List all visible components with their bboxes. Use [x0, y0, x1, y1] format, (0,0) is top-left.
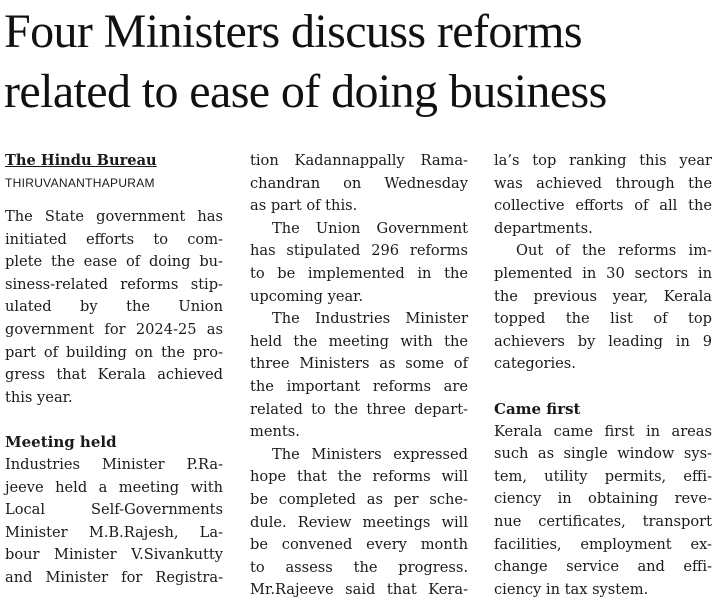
text-line: Mr.Rajeeve said that Kera- — [250, 581, 468, 599]
paragraph-union-reforms — [250, 218, 468, 308]
text-line: bour Minister V.Sivankutty — [5, 546, 223, 564]
text-line: as part of this. — [250, 197, 358, 215]
text-line: related to the three depart- — [250, 400, 468, 418]
text-line: hope that the reforms will — [250, 468, 468, 486]
text-line: tion Kadannappally Rama- — [250, 152, 468, 169]
text-line: held the meeting with the — [250, 332, 468, 350]
text-line: dule. Review meetings will — [250, 513, 468, 531]
text-line: such as single window sys- — [494, 445, 712, 463]
text-line: facilities, employment ex- — [494, 535, 712, 553]
text-line: Kerala came first in areas — [494, 422, 712, 440]
text-line: three Ministers as some of — [250, 355, 468, 373]
text-line: was achieved through the — [494, 174, 712, 192]
text-line: ulated by the Union — [5, 298, 223, 316]
paragraph-intro — [5, 206, 223, 409]
text-line: nue certificates, transport — [494, 512, 712, 530]
text-line: siness-related reforms stip- — [5, 275, 223, 293]
text-line: topped the list of top — [494, 310, 712, 328]
text-line: The Union Government — [272, 219, 468, 237]
text-line: plemented in 30 sectors in — [494, 264, 712, 282]
text-line: has stipulated 296 reforms — [250, 242, 468, 260]
text-line: plete the ease of doing bu- — [5, 253, 223, 271]
text-line: achievers by leading in 9 — [494, 332, 712, 350]
text-line: ciency in obtaining reve- — [494, 490, 712, 508]
text-line: to be implemented in the — [250, 264, 468, 282]
text-line: Out of the reforms im- — [516, 242, 712, 260]
text-line: gress that Kerala achieved — [5, 366, 223, 384]
text-line: initiated efforts to com- — [5, 230, 223, 248]
text-line: departments. — [494, 219, 593, 237]
text-line: be completed as per sche- — [250, 490, 468, 508]
text-line: The State government has — [5, 208, 223, 225]
text-line: jeeve held a meeting with — [5, 478, 223, 496]
text-line: Industries Minister P.Ra- — [5, 455, 223, 473]
text-line: the important reforms are — [250, 377, 468, 395]
subheading-came-first: Came first — [494, 399, 581, 418]
text-line: ciency in tax system. — [494, 580, 649, 598]
text-line: Minister M.B.Rajesh, La- — [5, 523, 223, 541]
text-line: ments. — [250, 423, 300, 441]
headline-line-2: related to ease of doing business — [4, 65, 607, 118]
text-line: collective efforts of all the — [494, 197, 712, 215]
paragraph-ministers-hope — [250, 444, 468, 602]
paragraph-came-first — [494, 421, 712, 602]
subheading-meeting-held: Meeting held — [5, 433, 117, 452]
paragraph-industries-minister — [250, 308, 468, 444]
text-line: upcoming year. — [250, 287, 364, 305]
text-line: the previous year, Kerala — [494, 287, 712, 305]
text-line: and Minister for Registra- — [5, 568, 223, 586]
text-line: la’s top ranking this year — [494, 152, 712, 169]
text-line: chandran on Wednesday — [250, 174, 468, 192]
text-line: tem, utility permits, effi- — [494, 467, 712, 485]
article-column-3 — [494, 150, 712, 601]
text-line: this year. — [5, 388, 73, 406]
paragraph-continued — [250, 150, 468, 218]
text-line: to assess the progress. — [250, 558, 468, 576]
paragraph-reforms-sectors — [494, 240, 712, 376]
text-line: The Industries Minister — [272, 310, 468, 328]
byline: The Hindu Bureau — [5, 152, 157, 169]
paragraph-meeting — [5, 454, 223, 590]
dateline: THIRUVANANTHAPURAM — [5, 176, 155, 190]
paragraph-top-ranking — [494, 150, 712, 240]
headline-line-1: Four Ministers discuss reforms — [4, 5, 582, 58]
text-line: The Ministers expressed — [272, 445, 468, 463]
article-column-1 — [5, 150, 223, 590]
headline — [4, 2, 710, 122]
text-line: Local Self-Governments — [5, 501, 223, 519]
text-line: government for 2024-25 as — [5, 320, 223, 338]
text-line: change service and effi- — [494, 558, 712, 576]
text-line: categories. — [494, 355, 576, 373]
text-line: part of building on the pro- — [5, 343, 223, 361]
article-column-2 — [250, 150, 468, 602]
text-line: be convened every month — [250, 536, 468, 554]
